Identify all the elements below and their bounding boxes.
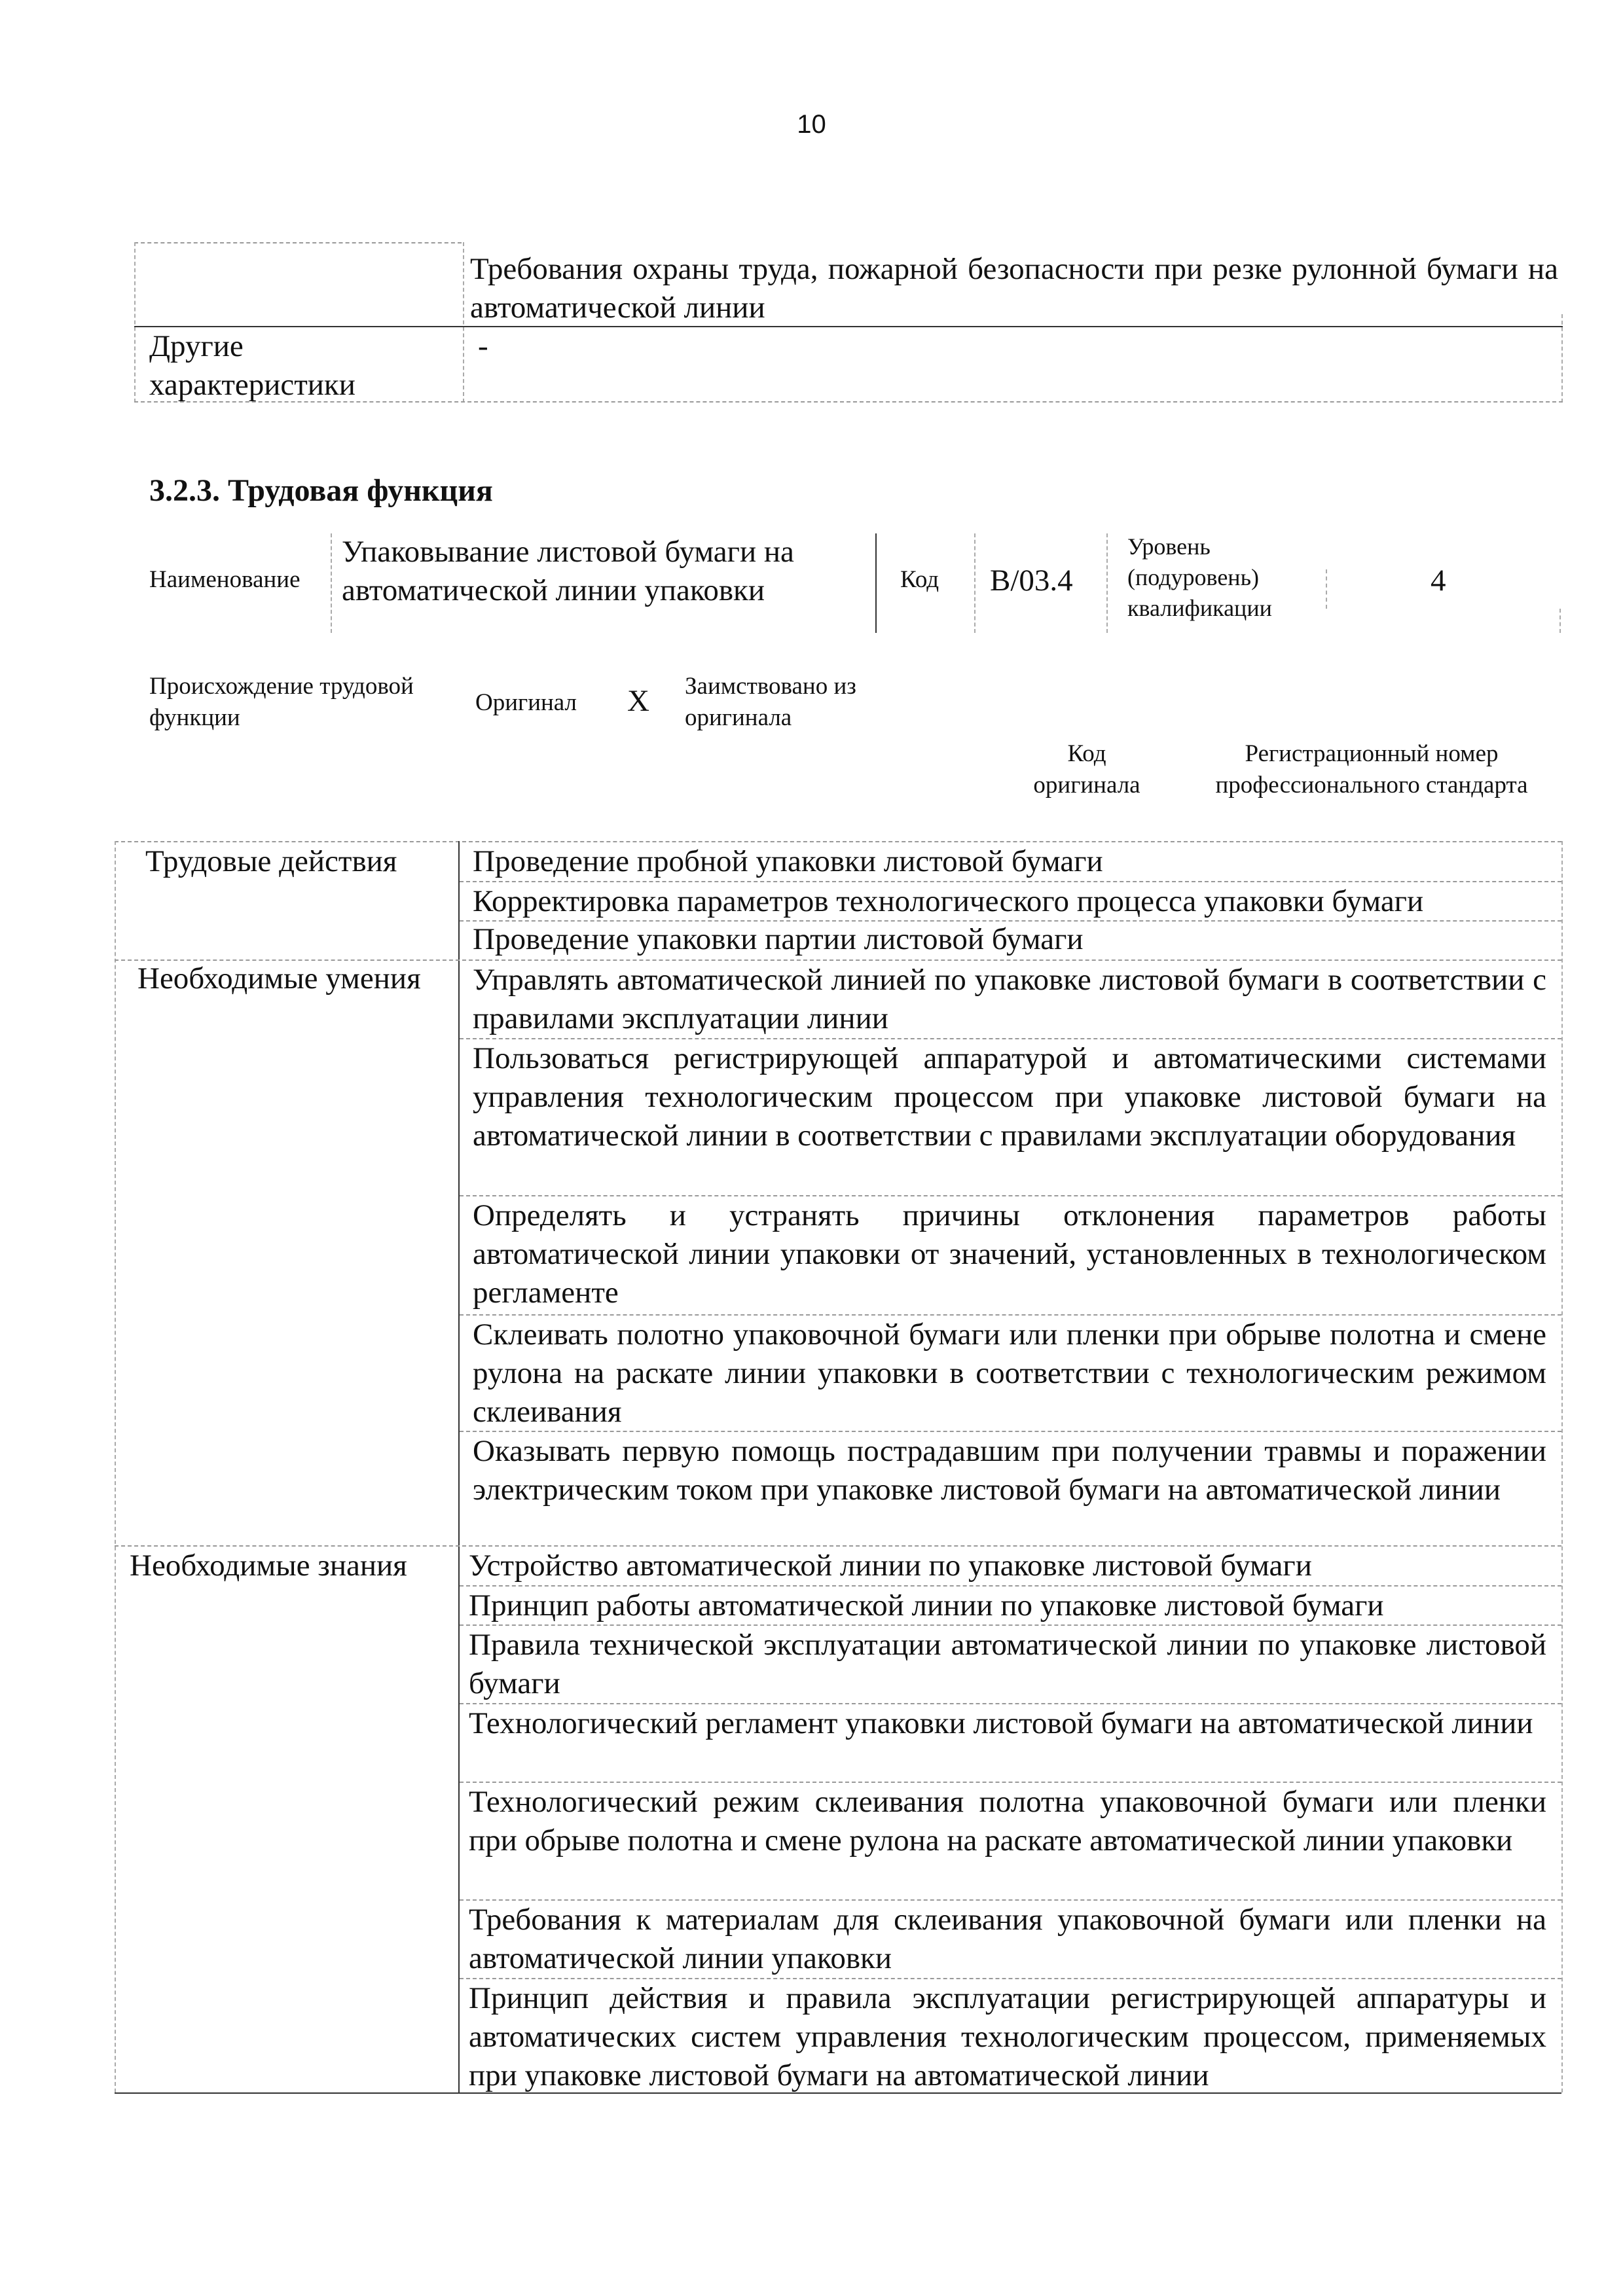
cell-border (331, 533, 332, 633)
other-characteristics-value: - (478, 329, 488, 363)
code-label: Код (900, 566, 939, 593)
knowledge-item: Технологический режим склеивания полотна упаковочной бумаги или пленки при обрыве полотна и смене рулона на раскате автоматической линии упаковки (469, 1785, 1546, 1857)
skill-item: Управлять автоматической линией по упаковке листовой бумаги в соответствии с правилами эксплуатации линии (473, 963, 1546, 1035)
table-border (134, 242, 136, 403)
required-skills-label: Необходимые умения (137, 961, 421, 996)
level-value: 4 (1431, 564, 1446, 598)
function-name: Упаковывание листовой бумаги на автоматической линии упаковки (342, 535, 794, 607)
skill-item: Оказывать первую помощь пострадавшим при получении травмы и поражении электрическим током при упаковке листовой бумаги на автоматической линии (473, 1434, 1546, 1507)
knowledge-item: Требования к материалам для склеивания упаковочной бумаги или пленки на автоматической линии упаковки (469, 1903, 1546, 1975)
level-label: Уровень (подуровень) квалификации (1127, 533, 1272, 621)
labor-action-item: Проведение упаковки партии листовой бумаги (473, 922, 1084, 956)
registration-number-label: Регистрационный номер профессионального стандарта (1215, 740, 1528, 798)
knowledge-item: Правила технической эксплуатации автоматической линии по упаковке листовой бумаги (469, 1628, 1546, 1700)
cell-border (974, 533, 976, 633)
original-mark: X (627, 684, 649, 718)
other-characteristics-label: Другие характеристики (149, 329, 356, 402)
table-border (1561, 314, 1563, 403)
cell-border (875, 533, 877, 633)
knowledge-item: Технологический регламент упаковки листовой бумаги на автоматической линии (469, 1706, 1533, 1740)
skill-item: Склеивать полотно упаковочной бумаги или пленки при обрыве полотна и смене рулона на раскате линии упаковки в соответствии с технологическим режимом склеивания (473, 1318, 1546, 1429)
knowledge-item: Принцип действия и правила эксплуатации регистрирующей аппаратуры и автоматических систем управления технологическим процессом, применяемых при упаковке листовой бумаги на автоматической линии (469, 1981, 1546, 2092)
required-knowledge-label: Необходимые знания (130, 1549, 407, 1583)
table-border (115, 841, 116, 2092)
origin-label: Происхождение трудовой функции (149, 673, 414, 731)
section-title: 3.2.3. Трудовая функция (149, 473, 493, 508)
code-value: B/03.4 (990, 564, 1073, 598)
cell-border (1326, 569, 1327, 609)
labor-actions-label: Трудовые действия (145, 844, 397, 878)
original-label: Оригинал (475, 689, 577, 716)
skill-item: Определять и устранять причины отклонения параметров работы автоматической линии упаковки от значений, установленных в технологическом регламенте (473, 1198, 1546, 1310)
original-code-label: Код оригинала (1033, 740, 1140, 798)
table-border (1561, 841, 1563, 2092)
page-number: 10 (797, 110, 826, 139)
cell-border (1559, 609, 1561, 633)
skill-item: Пользоваться регистрирующей аппаратурой и автоматическими системами управления технологическим процессом при упаковке листовой бумаги на автоматической линии в соответствии с правилами эксплуатации оборудования (473, 1041, 1546, 1153)
labor-action-item: Проведение пробной упаковки листовой бумаги (473, 844, 1103, 878)
borrowed-label: Заимствовано из оригинала (685, 673, 856, 731)
column-divider (458, 841, 460, 2092)
name-label: Наименование (149, 566, 301, 593)
knowledge-item: Принцип работы автоматической линии по упаковке листовой бумаги (469, 1588, 1384, 1623)
table-border (463, 242, 464, 403)
cell-border (1106, 533, 1108, 633)
table-border (134, 242, 462, 243)
labor-action-item: Корректировка параметров технологического процесса упаковки бумаги (473, 884, 1424, 918)
continued-requirement: Требования охраны труда, пожарной безопасности при резке рулонной бумаги на автоматической линии (470, 252, 1558, 325)
knowledge-item: Устройство автоматической линии по упаковке листовой бумаги (469, 1549, 1312, 1583)
